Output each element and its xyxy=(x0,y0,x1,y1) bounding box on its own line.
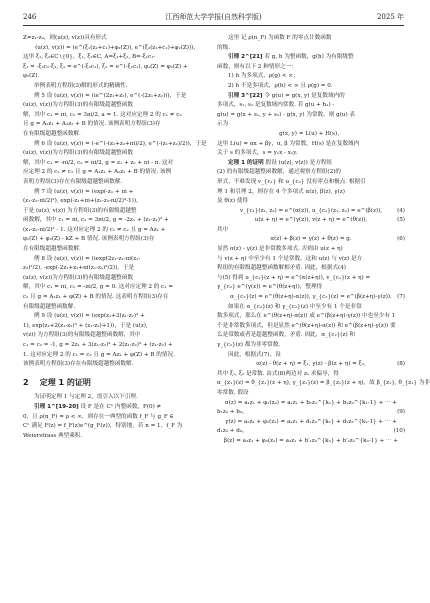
page-number: 246 xyxy=(23,13,37,21)
text-run: α(z) + β(z) = γ(z) + θ(z) = g. xyxy=(270,236,352,243)
text-line xyxy=(23,393,211,403)
lemma-label: 引理 1^[19-20] xyxy=(34,403,79,410)
text-line xyxy=(23,341,211,351)
text-line xyxy=(217,370,405,380)
text-run: 理 1 和引理 2，则存在 4 个多项式 α(z), β(z), γ(z) xyxy=(217,188,345,195)
text-line xyxy=(217,226,405,236)
text-run: 1. 这对应定理 2 的 c₁ = c₂ 且 g = Az₁ + φ(Z) + B 的情况. xyxy=(23,351,175,358)
text-run: v(z)) 为方程组(3)的有限级超越整函数解，其中 xyxy=(23,332,141,339)
text-run: 多项式，s₁, s₂ 是复数域内常数. 若 g(u + h₁) - xyxy=(217,102,335,109)
text-run: 程组的有限级超越整函数解相矛盾. 因此，根据式(4) xyxy=(217,265,346,272)
text-run: g(u) = g(x + s₁, y + s₂) - g(x, y) 为常数，则 g(u) 表 xyxy=(217,111,356,118)
text-run: ξ₁ = -ξ₂c₁-ξ₂, ξ₁ = e^(-ξ₂c₁), ξ₂ = e^(-ξ₁c₁), φ₁(Z) = φ₂(Z) + xyxy=(23,63,188,70)
lemma-label: 引理 2^[21] xyxy=(228,54,263,61)
text-line xyxy=(217,44,405,54)
text-line xyxy=(217,255,405,265)
text-run: φ₂(Z). xyxy=(23,73,40,80)
text-line xyxy=(217,293,405,303)
text-line xyxy=(23,274,211,284)
text-run: 及 θ(z) 使得 xyxy=(217,198,249,205)
text-run: 关于 s 的多项式，s = y₁x - x₁y. xyxy=(217,150,298,157)
text-run: 该例表明方程组(3)存在有限级超越整函数解. xyxy=(23,361,134,368)
text-line xyxy=(217,235,405,245)
text-run: (z₁-z₂-πi/2)² - 1. 这对应定理 2 的 c₁ ≠ c₂ 且 g = Az₁ + xyxy=(23,226,166,233)
text-run: 且 g = A₁z₁ + A₂z₂ + B 的情况. 该例表明方程组(3)存 xyxy=(23,121,161,128)
text-run: 解，其中 c₁ = πi, c₂ = -πi/2, g = 0. 这对应定理 2 的 c₁ = xyxy=(23,284,174,291)
text-run: 若 g, h 为整函数，g(h) 为有限级整 xyxy=(262,54,354,61)
equation-number: (7) xyxy=(397,294,405,301)
text-run: α(z) - θ(z + η) = ξ₁, γ(z) - β(z + η) = ξ₂, xyxy=(256,361,366,368)
text-run: 这里 记 ρ(n_F) 为函数 F 的零点计数函数 xyxy=(228,35,332,41)
text-line xyxy=(217,360,405,370)
equation-number: (10) xyxy=(393,428,405,435)
text-run: 例 5 设 (u(z), v(z)) = (ie^(2z₁+z₂), e^(-(2z₁+z₂)))，于是 xyxy=(34,92,187,99)
text-run: 例 7 设 (u(z), v(z)) = (exp(-z₁ + πi + xyxy=(34,188,134,195)
text-run: 例 6 设 (u(z), v(z)) = (-e^(-(z₁+z₂+πi)/2), e^(-(z₁+z₂)/2))，于是 xyxy=(34,140,207,147)
text-line xyxy=(217,399,405,409)
text-line xyxy=(23,226,211,236)
text-line xyxy=(23,413,211,423)
text-run: (u(z), v(z))为方程组(3)的有限级超越整函数 xyxy=(23,274,133,281)
text-line xyxy=(217,178,405,188)
text-run: 的级. xyxy=(217,44,230,51)
text-line xyxy=(217,34,405,44)
text-line xyxy=(217,82,405,92)
left-column xyxy=(23,34,211,441)
text-line xyxy=(23,34,211,44)
text-line xyxy=(23,432,211,442)
text-line xyxy=(217,159,405,169)
journal-title: 江西师范大学学报(自然科学版) xyxy=(165,13,262,21)
text-run: 例 8 设 (u(z), v(z)) = (iexp(2z₁-z₂-πi(z₁- xyxy=(34,255,141,262)
text-run: 有限级超越整函数解. xyxy=(23,303,76,310)
text-run: v_{c₁}(z₁, z₂) = e^(α(z)), u_{c₂}(z₁, z₂) = e^(β(z)), xyxy=(239,207,383,214)
text-run: Weierstrass 典型乘积. xyxy=(23,432,83,439)
text-run: 形式，不难发现 v_{c₁} 和 u_{c₂} 没有零点和极点. 根据引 xyxy=(217,178,366,185)
text-run: 1), exp(z₁+2(z₁-z₂)³ + (z₁-z₂)+1))，于是 (u(z), xyxy=(23,322,148,329)
text-run: α(z) = a₁z₁ + φ₁(z₂) = a₁z₁ + b₁z₂^{k₁} + b₂z₂^{k₁-1} + ⋯ + xyxy=(224,399,398,406)
text-run: 其中 ξ₁, ξ₂ 是常数. 由式(8)两边对 z₁ 求偏导，得 xyxy=(217,370,339,377)
text-line xyxy=(23,149,211,159)
text-line xyxy=(217,437,405,447)
text-line xyxy=(23,403,211,413)
text-run: c₁ = c₂ = -1, g = 2z₁ + 3(z₁-z₂)³ + 2(z₁-z₂)³ + (z₁-z₂) + xyxy=(23,342,173,348)
text-run: b₁z₂ + b₀， xyxy=(217,409,248,416)
text-line xyxy=(23,53,211,63)
text-line xyxy=(217,216,405,226)
text-line xyxy=(23,82,211,92)
text-line xyxy=(217,149,405,159)
text-line xyxy=(23,63,211,73)
text-line xyxy=(23,130,211,140)
text-run: 在有限级超越整函数解. xyxy=(23,130,81,137)
text-run: g(x, y) = L(u) + H(s)， xyxy=(279,130,343,137)
text-line xyxy=(217,264,405,274)
text-line xyxy=(23,264,211,274)
text-line xyxy=(217,312,405,322)
text-line xyxy=(23,197,211,207)
text-run: (2) 的有限级超越整函数解，通过观察方程组(2)的 xyxy=(217,169,341,176)
text-run: α_{z₁}(z) = θ_{z₁}(z + η), γ_{z₁}(z) = β_{z₁}(z + η)，故 β_{z₁}, θ_{z₁} 为非 xyxy=(217,380,430,387)
text-run: 应定理 2 的 c₁ ≠ c₂ 且 g = A₁z₁ + A₂z₂ + B 的情况. 该例 xyxy=(23,169,172,176)
text-run: Cⁿ 满足 F(z) = f_F(z)e^(g_F(z))，特别地，若 n = 1，f_F 为 xyxy=(23,423,183,430)
text-run: 解，其中 c₁ = πi, c₂ = 3πi/2, a = 1. 这对应定理 2 的 c₁ ≠ c₂ xyxy=(23,111,182,118)
text-line xyxy=(23,44,211,54)
text-run: 这里 ξ₁, ξ₂∈C∖{0}，ξ₁, ξ₂∈C, A=ξ₁+ξ₂, B=-ξ₁c₁- xyxy=(23,54,156,61)
text-run: γ_{c₂} e^(γ(z)) = e^(θ(z+η))，整理得 xyxy=(217,284,323,291)
text-run: 例 9 设 (u(z), v(z)) = (exp(z₁+3(z₁-z₂)³ + xyxy=(34,313,145,320)
text-run: γ(z) = a₂z₁ + φ₂(z₂) = a₂z₁ + d₁z₂^{k₂} + d₂z₂^{k₂-1} + ⋯ + xyxy=(225,418,397,425)
text-line xyxy=(217,418,405,428)
text-run: β(z) = a₃z₁ + φ₃(z₂) = a₃z₁ + b′₁z₂^{k₃} + b′₂z₂^{k₃-1} + ⋯ + xyxy=(223,437,399,444)
text-line xyxy=(217,111,405,121)
text-line xyxy=(217,283,405,293)
text-line xyxy=(23,207,211,217)
text-run: d₁z₂ + d₀， xyxy=(217,428,248,435)
text-line xyxy=(217,72,405,82)
text-run: 0，且 ρ(n_F) = ρ < ∞，则存在一典型的函数 f_F 与 g_F ∈ xyxy=(23,413,174,420)
text-line xyxy=(217,140,405,150)
text-run: 令 g(u) = g(x, y) 是复数域内的 xyxy=(262,92,345,99)
text-line xyxy=(23,216,211,226)
text-run: 个是非常数多项式，但是显然 e^(θ(z+η)-α(z)) 和 e^(β(z+η)-γ(z)) 要 xyxy=(217,322,396,329)
text-line xyxy=(217,63,405,73)
section-title: 定理 1 的证明 xyxy=(39,377,91,387)
text-run: 于是 (u(z), v(z)) 为方程组(3)的有限级超越整 xyxy=(23,207,137,214)
text-line xyxy=(23,111,211,121)
running-header xyxy=(23,10,404,24)
equation-number: (8) xyxy=(397,361,405,368)
lemma-label: 定理 1 的证明 xyxy=(228,159,264,166)
text-line xyxy=(217,92,405,102)
text-line xyxy=(23,283,211,293)
text-run: (u(z), v(z))为方程组(3)的有限级超越整函数 xyxy=(23,150,133,157)
equation-number: (5) xyxy=(397,217,405,224)
text-line xyxy=(217,245,405,255)
right-column xyxy=(217,34,430,447)
text-run: 与 v(z + η) 中至少有 1 个是常数，这和 u(z) 与 v(z) 是方 xyxy=(217,255,363,262)
text-run: z₂)²/2), -exp(-2z₁+z₂+πi(z₁-z₂)²/2))，于是 xyxy=(23,265,135,272)
journal-year: 2025 年 xyxy=(376,13,404,21)
text-run: 因此，根据式(7)，设 xyxy=(228,351,281,358)
text-run: 函数，则有以下 2 种情形之一： xyxy=(217,63,297,70)
text-line xyxy=(217,168,405,178)
text-line xyxy=(23,255,211,265)
text-run: 与(5) 得到 u_{c₂}(z + η) = e^(α(z+η)), v_{c₁}(z + η) = xyxy=(217,274,371,281)
section-number: 2 xyxy=(23,377,29,387)
text-run: 假设 (u(z), v(z)) 是方程组 xyxy=(263,159,332,166)
text-run: 如果在 α_{c₂}(z) 和 γ_{c₂}(z) 中至少有 1 个是非常 xyxy=(228,303,362,310)
text-run: 函数解，其中 c₁ = πi, c₂ = 3πi/2, g = -2z₁ + (z₁-z₁)² + xyxy=(23,217,169,224)
text-run: 数多项式，那么在 e^(θ(z+η)-α(z)) 或 e^(β(z+η)-γ(z)) 中也至少有 1 xyxy=(217,313,396,320)
text-line xyxy=(217,197,405,207)
text-run: 2) h 不是多项式，ρ(h) < ∞ 且 ρ(g) = 0. xyxy=(228,82,333,89)
left-column-body xyxy=(23,34,211,370)
text-run: 表明方程组(3)存在有限级超越整函数解. xyxy=(23,178,123,185)
text-line xyxy=(23,422,211,432)
text-run: 设 F 是在 Cⁿ 内整函数，F(0) ≠ xyxy=(78,403,162,410)
text-line xyxy=(23,235,211,245)
text-line xyxy=(217,341,405,351)
text-line xyxy=(217,130,405,140)
text-line xyxy=(23,120,211,130)
text-line xyxy=(23,92,211,102)
text-line xyxy=(23,303,211,313)
text-run: 示为 xyxy=(217,121,229,128)
text-run: 零常数. 假设 xyxy=(217,389,249,396)
text-run: 这里 L(u) = αx + βy，α, β 为常数，H(s) 是在复数域内 xyxy=(217,140,360,147)
text-run: 其中 xyxy=(217,226,229,233)
text-line xyxy=(23,72,211,82)
text-line xyxy=(217,101,405,111)
text-line xyxy=(217,322,405,332)
text-run: φ₁(Z) + φ₂(Z) - kZ + B 情况. 该例表明方程组(3)存 xyxy=(23,236,155,243)
text-line xyxy=(217,303,405,313)
text-line xyxy=(23,351,211,361)
equation-number: (4) xyxy=(397,207,405,214)
text-line xyxy=(23,245,211,255)
text-run: 解，其中 c₁ = -πi/2, c₂ = πi/2, g = z₁ + z₂ + πi - π. 这对 xyxy=(23,159,174,166)
text-run: 在有限级超越整函数解. xyxy=(23,246,81,253)
equation-number: (9) xyxy=(397,409,405,416)
text-run: 么是常数或者是超越整函数，矛盾. 因此，α_{c₂}(z) 和 xyxy=(217,332,355,339)
text-line xyxy=(217,408,405,418)
text-run: 举例表明方程组(3)解的形式的精确性. xyxy=(34,82,128,89)
text-run: u(z + η) = e^(γ(z)), v(z + η) = e^(θ(z)), xyxy=(254,217,368,224)
text-run: 1) h 为多项式，ρ(g) < ∞； xyxy=(228,73,299,80)
text-run: (z₁-z₂-πi/2)²), exp(-z₁+πi+(z₁-z₂-πi/2)²-1))， xyxy=(23,198,142,205)
text-line xyxy=(23,293,211,303)
text-line xyxy=(217,379,430,389)
text-run: α_{c₂}(z) = e^(θ(z+η)-α(z)), γ_{c₂}(z) = e^(β(z+η)-γ(z)). xyxy=(230,294,392,301)
text-line xyxy=(23,101,211,111)
header-rule xyxy=(23,25,404,26)
text-line xyxy=(217,389,405,399)
text-line xyxy=(217,188,405,198)
text-line xyxy=(217,331,405,341)
left-column-tail xyxy=(23,393,211,441)
lemma-label: 引理 3^[22] xyxy=(228,92,263,99)
equation-number: (6) xyxy=(397,236,405,243)
text-run: (u(z), v(z))为方程组(3)的有限级超越整函数 xyxy=(23,102,133,109)
text-line xyxy=(217,53,405,63)
text-line xyxy=(23,159,211,169)
text-line xyxy=(217,120,405,130)
text-run: Z=z₁-z₂，则(u(z), v(z))具有形式 xyxy=(23,35,107,41)
text-line xyxy=(23,168,211,178)
text-line xyxy=(217,274,405,284)
text-run: 为证明定理 1 与定理 2，需引入以下引理. xyxy=(34,394,138,401)
text-line xyxy=(23,140,211,150)
text-line xyxy=(217,207,405,217)
text-run: c₂ 且 g = A₁z₁ + φ(Z) + B 的情况. 这表明方程组(3)存在 xyxy=(23,294,169,301)
text-line xyxy=(217,351,405,361)
section-heading xyxy=(23,378,211,388)
text-line xyxy=(23,178,211,188)
text-line xyxy=(217,427,405,437)
text-line xyxy=(23,188,211,198)
text-run: γ_{c₂}(z) 都为非零常数. xyxy=(217,342,281,348)
text-run: (u(z), v(z)) = (e^(ξ₁(z₁+c₁)+φ₁(Z)), e^(ξ₂(z₁+c₁)+φ₂(Z)))， xyxy=(35,44,199,51)
text-line xyxy=(23,322,211,332)
text-line xyxy=(23,312,211,322)
text-run: 显然 α(z) - γ(z) 是非常数多项式. 否则由 u(z + η) xyxy=(217,246,343,253)
text-line xyxy=(23,360,211,370)
text-line xyxy=(23,331,211,341)
